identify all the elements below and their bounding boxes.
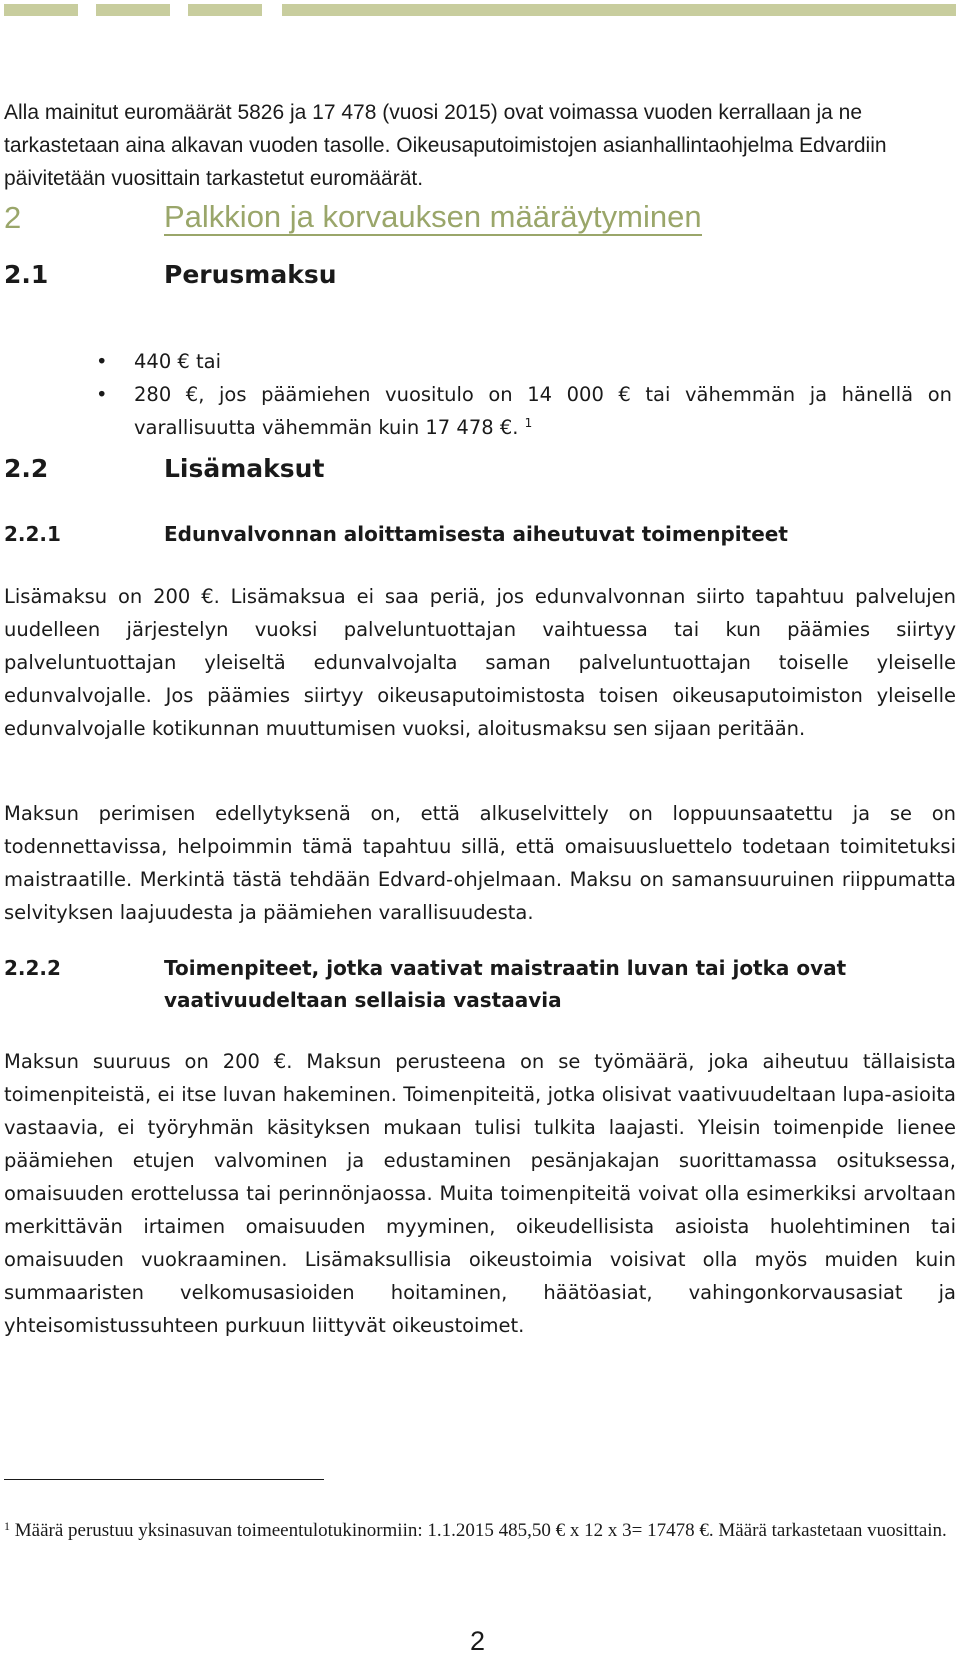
list-item [0, 378, 952, 444]
bullet-icon: • [96, 383, 108, 406]
heading-title: Palkkion ja korvauksen määräytyminen [164, 199, 702, 234]
body-paragraph: Lisämaksu on 200 €. Lisämaksua ei saa periä, jos edunvalvonnan siirto tapahtuu palvelujen uudelleen järjestelyn vuoksi palveluntuottajan vaihtuessa tai kun päämies siirtyy palveluntuottajan yleiseltä edunvalvojalta saman palveluntuottajan toiselle yleiselle edunvalvojalle. Jos päämies siirtyy oikeusaputoimistosta toisen oikeusaputoimiston yleiselle edunvalvojalle kotikunnan muuttumisen vuoksi, aloitusmaksu sen sijaan peritään. [4, 585, 956, 740]
heading-title: Toimenpiteet, jotka vaativat maistraatin luvan tai jotka ovat vaativuudeltaan sellaisia vastaavia [164, 956, 847, 1012]
footnote-text: Määrä perustuu yksinasuvan toimeentulotukinormiin: 1.1.2015 485,50 € x 12 x 3= 17478 €. Määrä tarkastetaan vuosittain. [14, 1520, 947, 1541]
list-item-text: 280 €, jos päämiehen vuositulo on 14 000 € tai vähemmän ja hänellä on varallisuutta vähemmän kuin 17 478 €. [134, 383, 952, 439]
heading-number: 2.1 [4, 260, 49, 289]
list-item [0, 345, 952, 378]
heading-number: 2.2.2 [4, 956, 61, 980]
footnote-marker: 1 [4, 1519, 10, 1533]
body-paragraph: Maksun suuruus on 200 €. Maksun perusteena on se työmäärä, joka aiheutuu tällaisista toimenpiteistä, ei itse luvan hakeminen. Toimenpiteitä, jotka olisivat vaativuudeltaan lupa-asioita vastaavia, ei työryhmän käsityksen mukaan tulisi tulkita laajasti. Yleisin toimenpide lienee päämiehen etujen valvominen ja edustaminen pesänjakajan suorittamassa osituksessa, omaisuuden erottelussa tai perinnönjaossa. Muita toimenpiteitä voivat olla esimerkiksi arvoltaan merkittävän irtaimen omaisuuden myyminen, oikeudellisista asioista huolehtiminen tai omaisuuden vuokraaminen. Lisämaksullisia oikeustoimia voisivat olla myös muiden kuin summaaristen velkomusasioiden hoitaminen, häätöasiat, vahingonkorvausasiat ja yhteisomistussuhteen purkuun liittyvät oikeustoimet. [4, 1050, 956, 1337]
heading-title: Edunvalvonnan aloittamisesta aiheutuvat toimenpiteet [164, 522, 788, 546]
footnote [4, 1518, 956, 1543]
page-number: 2 [470, 1626, 486, 1656]
footnote-reference[interactable]: 1 [524, 416, 533, 430]
heading-title: Lisämaksut [164, 454, 325, 483]
heading-number: 2 [4, 200, 22, 235]
body-paragraph: Maksun perimisen edellytyksenä on, että alkuselvittely on loppuunsaatettu ja se on todennettavissa, helpoimmin tämä tapahtuu sillä, että omaisuusluettelo todetaan toimitetuksi maistraatille. Merkintä tästä tehdään Edvard-ohjelmaan. Maksu on samansuuruinen riippumatta selvityksen laajuudesta ja päämiehen varallisuudesta. [4, 802, 956, 924]
top-bar-segment-1 [4, 4, 78, 16]
list-item-text: 440 € tai [134, 350, 222, 373]
top-bar-segment-2 [96, 4, 170, 16]
top-bar-segment-4 [282, 4, 956, 16]
heading-title: Perusmaksu [164, 260, 337, 289]
footnote-separator [4, 1479, 324, 1480]
top-bar-segment-3 [188, 4, 262, 16]
heading-number: 2.2.1 [4, 522, 61, 546]
fee-list [0, 345, 960, 444]
heading-number: 2.2 [4, 454, 49, 483]
bullet-icon: • [96, 350, 108, 373]
intro-paragraph: Alla mainitut euromäärät 5826 ja 17 478 (vuosi 2015) ovat voimassa vuoden kerrallaan ja ne tarkastetaan aina alkavan vuoden tasolle. Oikeusaputoimistojen asianhallintaohjelma Edvardiin päivitetään vuosittain tarkastetut euromäärät. [4, 101, 887, 190]
